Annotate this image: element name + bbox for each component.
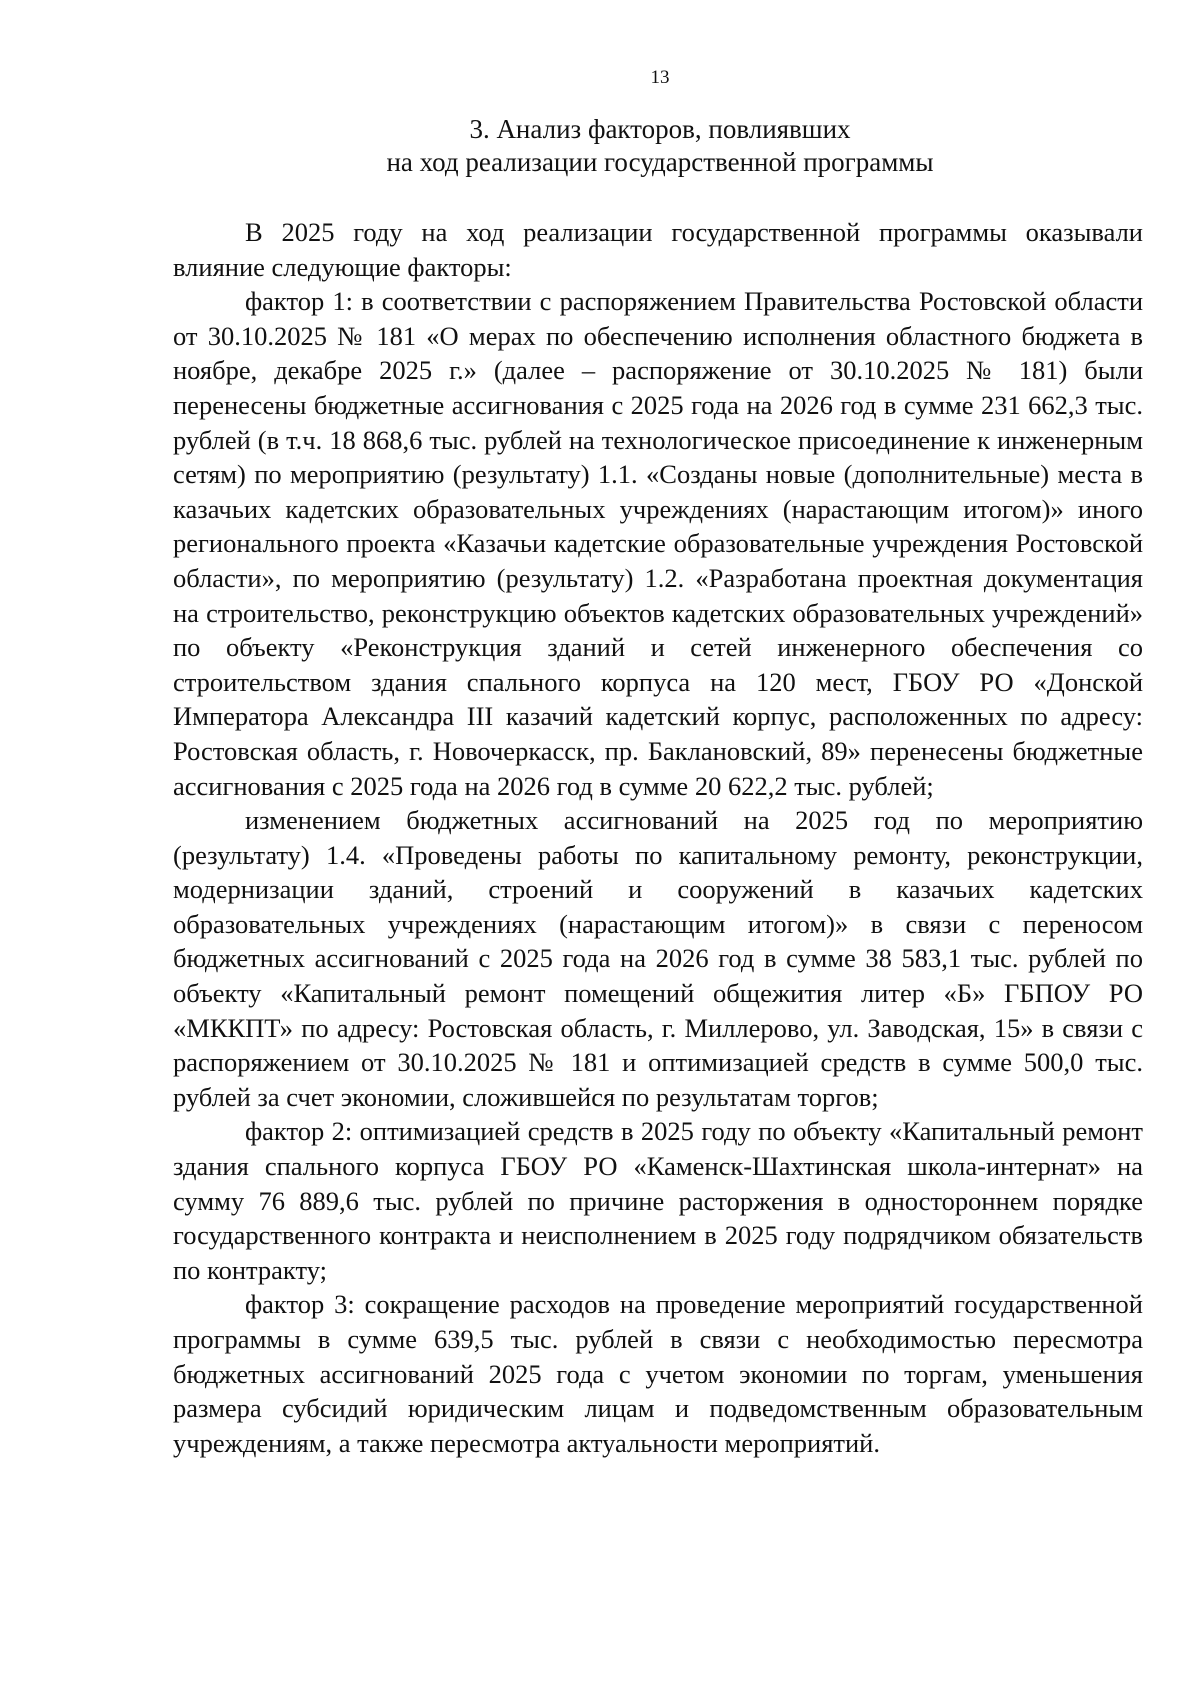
section-heading-line-2: на ход реализации государственной программы bbox=[386, 147, 934, 177]
section-heading bbox=[0, 113, 1200, 179]
paragraph-budget-change: изменением бюджетных ассигнований на 2025 год по мероприятию (результату) 1.4. «Проведены работы по капитальному ремонту, реконструкции, модернизации зданий, строений и сооружений в казачьих кадетских образовательных учреждениях (нарастающим итогом)» в связи с переносом бюджетных ассигнований с 2025 года на 2026 год в сумме 38 583,1 тыс. рублей по объекту «Капитальный ремонт помещений общежития литер «Б» ГБПОУ РО «МККПТ» по адресу: Ростовская область, г. Миллерово, ул. Заводская, 15» в связи с распоряжением от 30.10.2025 № 181 и оптимизацией средств в сумме 500,0 тыс. рублей за счет экономии, сложившейся по результатам торгов; bbox=[173, 805, 1143, 1112]
paragraph-factor-1: фактор 1: в соответствии с распоряжением Правительства Ростовской области от 30.10.2025 № 181 «О мерах по обеспечению исполнения областного бюджета в ноябре, декабре 2025 г.» (далее – распоряжение от 30.10.2025 № 181) были перенесены бюджетные ассигнования с 2025 года на 2026 год в сумме 231 662,3 тыс. рублей (в т.ч. 18 868,6 тыс. рублей на технологическое присоединение к инженерным сетям) по мероприятию (результату) 1.1. «Созданы новые (дополнительные) места в казачьих кадетских образовательных учреждениях (нарастающим итогом)» иного регионального проекта «Казачьи кадетские образовательные учреждения Ростовской области», по мероприятию (результату) 1.2. «Разработана проектная документация на строительство, реконструкцию объектов кадетских образовательных учреждений» по объекту «Реконструкция зданий и сетей инженерного обеспечения со строительством здания спального корпуса на 120 мест, ГБОУ РО «Донской Императора Александра III казачий кадетский корпус, расположенных по адресу: Ростовская область, г. Новочеркасск, пр. Баклановский, 89» перенесены бюджетные ассигнования с 2025 года на 2026 год в сумме 20 622,2 тыс. рублей; bbox=[173, 286, 1143, 801]
page-number: 13 bbox=[650, 67, 670, 88]
paragraph-factor-2: фактор 2: оптимизацией средств в 2025 году по объекту «Капитальный ремонт здания спального корпуса ГБОУ РО «Каменск-Шахтинская школа-интернат» на сумму 76 889,6 тыс. рублей по причине расторжения в одностороннем порядке государственного контракта и неисполнением в 2025 году подрядчиком обязательств по контракту; bbox=[173, 1116, 1143, 1285]
paragraph-intro: В 2025 году на ход реализации государственной программы оказывали влияние следующие факторы: bbox=[173, 217, 1143, 282]
section-heading-line-1: 3. Анализ факторов, повлиявших bbox=[469, 114, 851, 144]
body-text bbox=[173, 215, 1143, 1460]
paragraph-factor-3: фактор 3: сокращение расходов на проведение мероприятий государственной программы в сумме 639,5 тыс. рублей в связи с необходимостью пересмотра бюджетных ассигнований 2025 года с учетом экономии по торгам, уменьшения размера субсидий юридическим лицам и подведомственным образовательным учреждениям, а также пересмотра актуальности мероприятий. bbox=[173, 1289, 1143, 1458]
